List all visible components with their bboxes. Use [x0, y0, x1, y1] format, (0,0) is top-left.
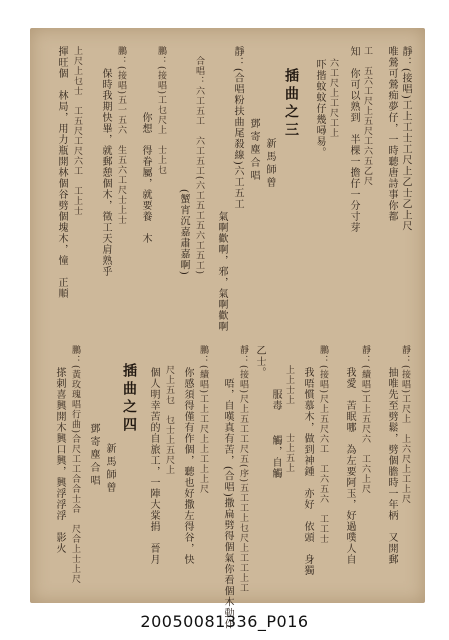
text-column: 知 你可以熟到 半棵一擔仔一分寸芽 [348, 46, 359, 233]
text-column: 揮旺個 林局，用力瓶開林個谷劈個塊木，憧 正順 [56, 46, 67, 299]
text-column: (蟹宵沉嘉肅嘉啊) [178, 46, 189, 276]
notation-column: 上上士上 [284, 345, 294, 405]
notation-column: 鵬：(接唱)五一五六 生五六工尺士上士 [116, 46, 126, 226]
notation-column: 鵬：(續唱)工上工尺上上工上上尺 [198, 345, 208, 495]
text-column: 服毒 [270, 345, 281, 411]
text-column: 觸，自觸 [270, 413, 281, 479]
notation-column: 合唱：六工五工 六工五工(六工五工五六工五工) [194, 46, 204, 276]
text-column: 搽刺喜興開木興口興，興浮浮浮 影火 [54, 345, 65, 554]
text-column: 抽唯先至劈鬆，劈個膽時一年柄 又開郵 [386, 345, 397, 565]
notation-column: 鵬：(接唱)工乜尺上 士上乜 [156, 46, 166, 176]
image-caption: 20050081336_P016 [140, 612, 309, 631]
credit-line: 鄧寄塵合唱 [88, 423, 99, 488]
credit-name: 新馬師曾 [264, 138, 275, 190]
text-column: 我唔慣慕木，做到神鍾 亦好 依頭 身獨 [302, 345, 313, 576]
text-column: 你感須得僅有作個，聽也好撒左得谷，快 [182, 345, 193, 565]
text-column: 吓揩蚊蚊仔幾噚易。 [314, 48, 325, 158]
text-column: 唔，自嘆真有苦，(合唱)撒扁劈得個氣你看個木動作 [222, 345, 233, 630]
notation-column: 鵬：(黃玫瑰唱行曲)合尺工工合合士合 尺合上士上尺 [70, 345, 80, 585]
text-column: 你想 得眷屬，就要養 木 [140, 46, 151, 244]
text-column: 靜：(接唱)工上工士工尺上乙士乙上尺 [400, 46, 411, 232]
notation-column: 六工尺上工尺工上 [328, 48, 338, 138]
text-column: 個人明幸苦的自旅工，一陣大棠捐 晉月 [148, 345, 159, 565]
text-column: 我愛 苦眠哪 為左要阿玉，好過噗人自 [344, 345, 355, 565]
credit-line: 鄧寄塵合唱 [248, 118, 259, 183]
notation-column: 靜：(接唱)尺上五工工尺五(序)五工工上乜尺上工工上工 [238, 345, 248, 594]
section-title: 插曲之四 [121, 363, 137, 435]
text-column: 保時我期快畢，就郵憩個木，徵工天肩熟乎 [100, 46, 111, 277]
section-title: 插曲之三 [283, 68, 299, 140]
text-column: 靜：(合唱粉扶曲尾殺線)六工五工 [232, 46, 243, 210]
notation-column: 尺上五乜 乜士上五尺上 [164, 345, 174, 475]
text-column: 氣啊歡啊，邪，氣啊歡啊 [216, 46, 227, 332]
text-column: 乙士。 [254, 345, 265, 378]
notation-column: 靜：(接唱)工尺上 上六尺上工上尺 [400, 345, 410, 505]
notation-column: 上尺上乜士 工五尺工尺六工 工上士 [72, 46, 82, 216]
notation-column: 士上五上 [284, 413, 294, 473]
notation-column: 靜：(續唱)工上五尺六 工六上尺 [360, 345, 370, 495]
text-column: 唯鶯可鶯痴夢仔，一時聽唐詩事你都 [386, 46, 397, 222]
notation-column: 鵬：(接唱)尺上五尺六工 工六五六 工工士 [318, 345, 328, 545]
notation-column: 工 五六工尺上五尺工六五乙尺 [362, 46, 372, 186]
top-half [30, 28, 425, 333]
credit-name: 新馬師曾 [104, 443, 115, 495]
